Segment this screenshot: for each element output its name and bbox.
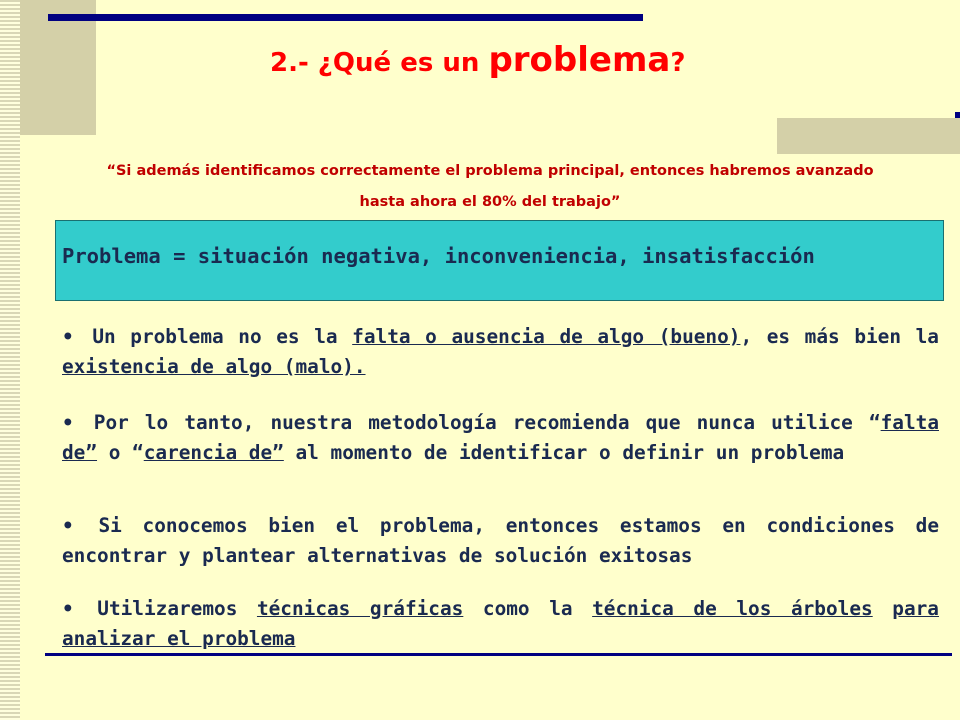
bullet-1-underlined-2: existencia de algo (malo). [62,355,366,378]
bullet-2-text-3: al momento de identificar o definir un problema [283,441,845,464]
right-decor-block [777,118,960,154]
bullet-1-text-2: , es más bien la [740,325,939,348]
bullet-2 [62,408,939,468]
bullet-4-text-2: como la [463,597,593,620]
bullet-4-text-3 [873,597,893,620]
bullet-2-text-1: Por lo tanto, nuestra metodología recomienda que nunca utilice “ [93,411,881,434]
title-keyword: problema [488,40,671,80]
bullet-4-underlined-3: para analizar el problema [62,597,939,650]
bullet-4-text-1: Utilizaremos [97,597,257,620]
definition-text: Problema = situación negativa, inconveniencia, insatisfacción [62,244,815,268]
bullet-1-underlined-1: falta o ausencia de algo (bueno) [352,325,741,348]
bullet-3-text-1: Si conocemos bien el problema, entonces estamos en condiciones de encontrar y plantear alternativas de solución exitosas [62,514,939,567]
bullet-dot: • [62,597,74,620]
bullet-dot: • [62,411,74,434]
bullet-dot: • [62,325,74,348]
under-title-rule-cap [956,112,960,118]
bullet-4-underlined-2: técnica de los árboles [592,597,873,620]
bullet-2-text-2: o “ [97,441,144,464]
top-rule [48,14,643,21]
bullet-dot: • [62,514,74,537]
bullet-2-underlined-1: falta de” [62,411,939,464]
bullet-4 [62,594,939,654]
title-prefix: 2.- ¿Qué es un [270,48,489,78]
bullet-4-underlined-1: técnicas gráficas [256,597,464,620]
bottom-rule [45,653,952,656]
bullet-1 [62,322,939,382]
left-striped-margin [0,0,20,720]
bullet-1-text-1: Un problema no es la [92,325,353,348]
slide-title [270,40,790,80]
quote-line-1: “Si además identificamos correctamente el problema principal, entonces habremos avanzado [106,163,874,179]
quote [60,156,920,218]
bullet-2-underlined-2: carencia de” [143,441,284,464]
quote-line-2: hasta ahora el 80% del trabajo” [359,194,621,210]
title-suffix: ? [670,48,686,78]
bullet-3 [62,511,939,571]
